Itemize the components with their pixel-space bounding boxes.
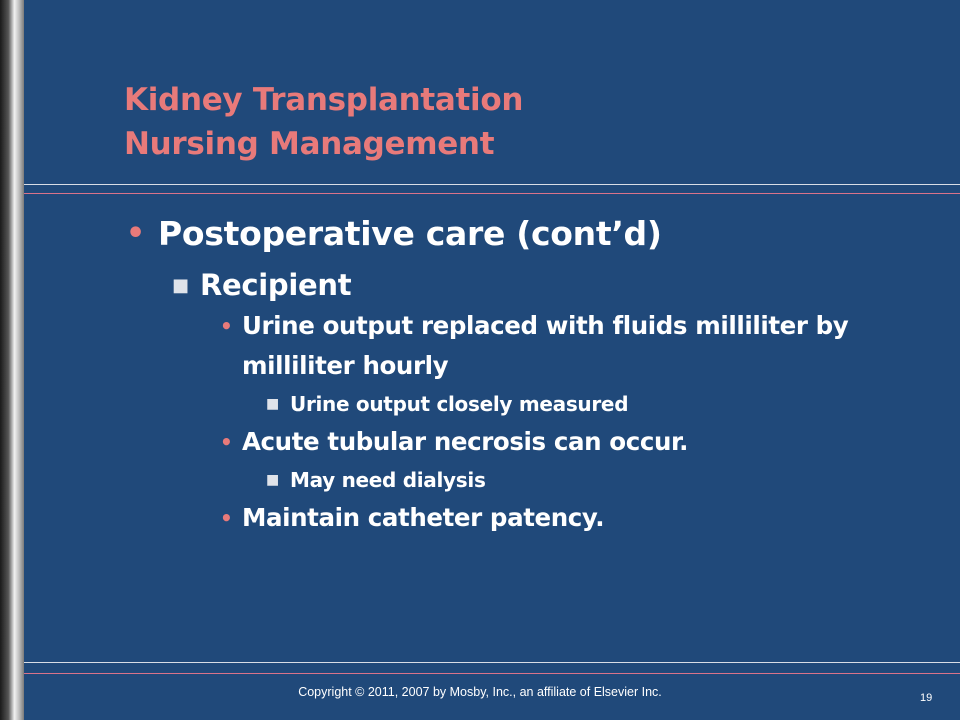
slide-title <box>124 78 924 166</box>
round-bullet-icon: • <box>220 506 233 530</box>
bullet-text: Urine output closely measured <box>290 392 629 416</box>
bullet-text: Maintain catheter patency. <box>242 503 605 532</box>
copyright-footer: Copyright © 2011, 2007 by Mosby, Inc., an affiliate of Elsevier Inc. <box>298 685 662 699</box>
bullet-acute-tubular-necrosis <box>124 422 924 462</box>
title-divider-top <box>24 184 960 185</box>
bullet-urine-measured <box>124 386 924 422</box>
title-divider-bottom <box>24 193 960 194</box>
square-bullet-icon: ■ <box>266 472 279 488</box>
bullet-text: Recipient <box>200 268 352 302</box>
square-bullet-icon: ■ <box>172 275 189 296</box>
square-bullet-icon: ■ <box>266 396 279 412</box>
bullet-postoperative-care <box>124 210 924 258</box>
bullet-recipient <box>124 264 924 306</box>
round-bullet-icon: • <box>126 216 145 251</box>
round-bullet-icon: • <box>220 430 233 454</box>
bullet-urine-replaced <box>124 306 922 386</box>
title-line-1: Kidney Transplantation <box>124 82 524 118</box>
round-bullet-icon: • <box>220 314 233 338</box>
footer-divider-bottom <box>24 673 960 674</box>
bullet-catheter-patency <box>124 498 924 538</box>
left-gradient-bar <box>0 0 24 720</box>
bullet-text: May need dialysis <box>290 468 486 492</box>
bullet-text: Acute tubular necrosis can occur. <box>242 427 689 456</box>
title-line-2: Nursing Management <box>124 126 495 162</box>
slide-number: 19 <box>920 692 933 704</box>
slide-content <box>124 210 924 538</box>
bullet-text: Urine output replaced with fluids milliliter by milliliter hourly <box>242 311 849 380</box>
bullet-text: Postoperative care (cont’d) <box>158 214 662 253</box>
footer-divider-top <box>24 662 960 663</box>
bullet-dialysis <box>124 462 924 498</box>
